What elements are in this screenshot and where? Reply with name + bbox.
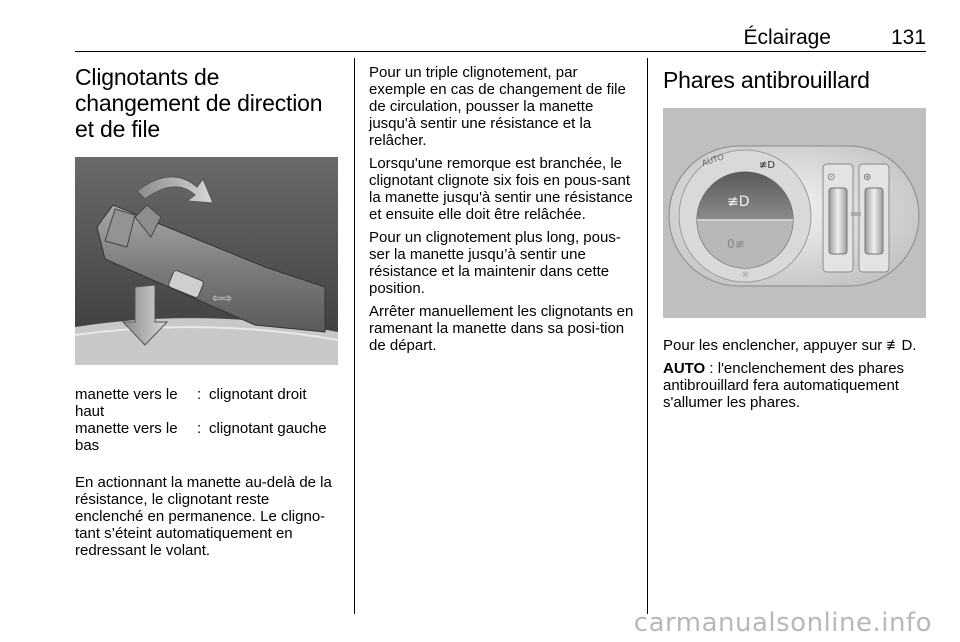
svg-text:⊛: ⊛	[863, 172, 872, 183]
body-paragraph: Pour un triple clignotement, par exemple en cas de changement de file de circulation, pousser la manette jusqu'à sentir une résistance et la relâcher.	[369, 64, 626, 149]
svg-text:☼: ☼	[741, 270, 750, 281]
page-number: 131	[890, 26, 926, 49]
page-header	[75, 22, 926, 52]
list-item	[75, 386, 340, 420]
definition-value: clignotant droit	[209, 386, 307, 403]
column-divider	[647, 58, 648, 614]
column-1	[75, 64, 340, 559]
instruction-text: Pour les enclencher, appuyer sur	[663, 337, 887, 354]
lever-direction-list	[75, 386, 340, 454]
section-heading: Clignotants de changement de direction et de file	[75, 64, 323, 142]
column-3	[663, 64, 928, 411]
definition-separator: :	[197, 420, 202, 437]
auto-description: : l'enclenchement des phares antibrouillard fera automatiquement s'allumer les phares.	[663, 360, 905, 411]
svg-text:⇦⇨: ⇦⇨	[212, 291, 233, 305]
definition-value: clignotant gauche	[209, 420, 327, 437]
section-title: Éclairage	[743, 26, 831, 49]
section-heading: Phares antibrouillard	[663, 67, 870, 93]
body-paragraph: Lorsqu'une remorque est branchée, le clignotant clignote six fois en pous-sant la manette jusqu'à sentir une résistance et ensuite elle doit être relâchée.	[369, 155, 633, 223]
switch-label-auto: AUTO	[700, 152, 726, 168]
column-divider	[354, 58, 355, 614]
list-item	[75, 420, 340, 454]
body-paragraph	[663, 360, 928, 411]
body-paragraph: Arrêter manuellement les clignotants en ramenant la manette dans sa posi-tion de départ.	[369, 303, 634, 354]
turn-signal-lever-illustration	[75, 157, 338, 365]
auto-label: AUTO	[663, 360, 706, 377]
svg-text:≢D: ≢D	[759, 160, 776, 171]
watermark: carmanualsonline.info	[633, 608, 932, 638]
svg-text:0≢: 0≢	[727, 237, 745, 251]
body-paragraph: Pour un clignotement plus long, pous-ser la manette jusqu’à sentir une résistance et la maintenir dans cette position.	[369, 229, 621, 297]
body-paragraph: En actionnant la manette au-delà de la résistance, le clignotant reste enclenché en permanence. Le cligno-tant s’éteint automatiquement en redressant le volant.	[75, 474, 332, 559]
body-paragraph	[663, 337, 928, 354]
light-switch-illustration	[663, 108, 926, 318]
fog-light-symbol-icon: ≢D.	[886, 337, 917, 354]
definition-separator: :	[197, 386, 202, 403]
definition-term: manette vers le haut	[75, 386, 178, 420]
definition-term: manette vers le bas	[75, 420, 178, 454]
column-2	[369, 64, 634, 354]
svg-text:≢D: ≢D	[727, 194, 750, 210]
svg-text:⊙: ⊙	[827, 172, 836, 183]
